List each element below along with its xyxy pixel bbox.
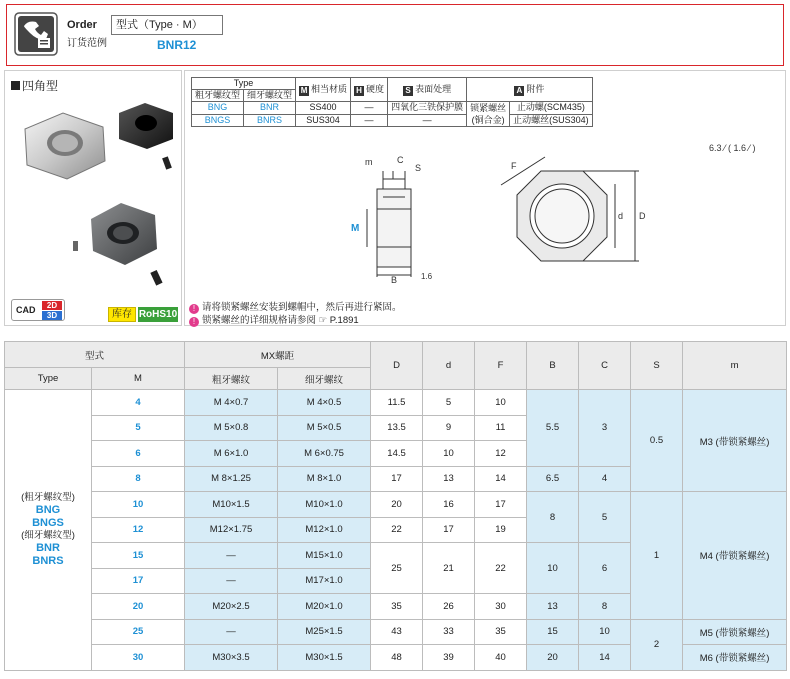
nut-photo-image bbox=[13, 99, 178, 319]
cell-coarse: M 8×1.25 bbox=[185, 466, 278, 492]
table-row bbox=[5, 390, 787, 416]
spec-material-header: M 相当材质 bbox=[296, 78, 351, 102]
warning-icon: ! bbox=[189, 317, 199, 327]
spec-surface: — bbox=[388, 114, 467, 127]
rohs-badge: RoHS10 bbox=[138, 309, 178, 320]
cell-fine: M25×1.5 bbox=[278, 619, 371, 645]
cad-3d-button[interactable]: 3D bbox=[42, 311, 62, 320]
cell-D: 11.5 bbox=[371, 390, 423, 416]
cell-fine: M10×1.0 bbox=[278, 492, 371, 518]
cell-m: M6 (带锁紧螺丝) bbox=[683, 645, 787, 671]
cell-d: 33 bbox=[423, 619, 475, 645]
cell-coarse: M30×3.5 bbox=[185, 645, 278, 671]
cell-fine: M30×1.5 bbox=[278, 645, 371, 671]
spec-hardness-header: H 硬度 bbox=[351, 78, 388, 102]
cell-d: 21 bbox=[423, 543, 475, 594]
cell-M[interactable]: 15 bbox=[92, 543, 185, 569]
spec-coarse-code: BNGS bbox=[192, 114, 244, 127]
spec-surface-header: S 表面处理 bbox=[388, 78, 467, 102]
cell-B: 10 bbox=[527, 543, 579, 594]
cell-coarse: M 4×0.7 bbox=[185, 390, 278, 416]
cell-fine: M 6×0.75 bbox=[278, 441, 371, 467]
spec-set-screw: 止动螺丝(SUS304) bbox=[510, 114, 593, 127]
spec-type-header: Type bbox=[192, 78, 296, 90]
col-C: C bbox=[579, 342, 631, 390]
spec-material: SS400 bbox=[296, 102, 351, 115]
col-d: d bbox=[423, 342, 475, 390]
stock-badge: 库存 bbox=[108, 307, 136, 322]
cell-d: 39 bbox=[423, 645, 475, 671]
spec-hardness: — bbox=[351, 114, 388, 127]
cell-B: 13 bbox=[527, 594, 579, 620]
cad-badge[interactable] bbox=[11, 299, 65, 321]
col-B: B bbox=[527, 342, 579, 390]
cell-F: 17 bbox=[475, 492, 527, 518]
cell-F: 11 bbox=[475, 415, 527, 441]
accessory-icon: A bbox=[514, 86, 524, 96]
cell-D: 13.5 bbox=[371, 415, 423, 441]
cell-D: 48 bbox=[371, 645, 423, 671]
cell-S: 2 bbox=[631, 619, 683, 670]
cell-coarse: — bbox=[185, 543, 278, 569]
roughness-1-6-label: 1.6 bbox=[421, 272, 433, 281]
order-example-box bbox=[6, 4, 784, 66]
dim-s-label: S bbox=[415, 163, 422, 173]
cell-M[interactable]: 4 bbox=[92, 390, 185, 416]
cell-coarse: M20×2.5 bbox=[185, 594, 278, 620]
cell-fine: M17×1.0 bbox=[278, 568, 371, 594]
type-cell: (粗牙螺纹型) BNG BNGS (细牙螺纹型) BNR BNRS bbox=[5, 390, 92, 671]
dim-F-label: F bbox=[511, 161, 517, 171]
material-icon: M bbox=[300, 85, 308, 95]
spec-panel bbox=[184, 70, 786, 326]
cell-C: 3 bbox=[579, 390, 631, 467]
cell-C: 4 bbox=[579, 466, 631, 492]
cell-S: 1 bbox=[631, 492, 683, 620]
col-mx-pitch: MX螺距 bbox=[185, 342, 371, 368]
cell-d: 10 bbox=[423, 441, 475, 467]
surface-roughness-symbol: 6.3 ⁄ ( 1.6 ⁄ ) bbox=[709, 143, 756, 153]
cell-fine: M 8×1.0 bbox=[278, 466, 371, 492]
cell-m: M5 (带锁紧螺丝) bbox=[683, 619, 787, 645]
spec-coarse-header: 粗牙螺纹型 bbox=[192, 90, 244, 102]
cell-coarse: — bbox=[185, 619, 278, 645]
cell-coarse: — bbox=[185, 568, 278, 594]
cell-F: 40 bbox=[475, 645, 527, 671]
cell-coarse: M 5×0.8 bbox=[185, 415, 278, 441]
order-type-label: 型式（Type · M） bbox=[111, 15, 223, 35]
cell-C: 14 bbox=[579, 645, 631, 671]
dim-B-label: B bbox=[391, 275, 398, 284]
cell-C: 5 bbox=[579, 492, 631, 543]
cell-d: 5 bbox=[423, 390, 475, 416]
col-type-en: Type bbox=[5, 368, 92, 390]
col-S: S bbox=[631, 342, 683, 390]
order-code: BNR12 bbox=[157, 38, 197, 52]
cell-d: 26 bbox=[423, 594, 475, 620]
cell-m: M3 (带锁紧螺丝) bbox=[683, 390, 787, 492]
cell-D: 43 bbox=[371, 619, 423, 645]
cell-d: 13 bbox=[423, 466, 475, 492]
col-coarse-thread: 粗牙螺纹 bbox=[185, 368, 278, 390]
table-row bbox=[5, 619, 787, 645]
cell-M[interactable]: 17 bbox=[92, 568, 185, 594]
note-1: ! 请将锁紧螺丝安装到螺帽中，然后再进行紧固。 bbox=[189, 299, 402, 314]
technical-drawing bbox=[335, 149, 675, 284]
cell-B: 5.5 bbox=[527, 390, 579, 467]
cell-coarse: M12×1.75 bbox=[185, 517, 278, 543]
cell-F: 19 bbox=[475, 517, 527, 543]
cell-fine: M 4×0.5 bbox=[278, 390, 371, 416]
dim-c-label: C bbox=[397, 155, 404, 165]
cell-B: 15 bbox=[527, 619, 579, 645]
square-bullet-icon bbox=[11, 81, 20, 90]
cell-B: 20 bbox=[527, 645, 579, 671]
cell-d: 16 bbox=[423, 492, 475, 518]
cell-C: 8 bbox=[579, 594, 631, 620]
product-title: 四角型 bbox=[11, 77, 58, 94]
cell-M[interactable]: 12 bbox=[92, 517, 185, 543]
cell-d: 17 bbox=[423, 517, 475, 543]
warning-icon: ! bbox=[189, 304, 199, 314]
cell-M[interactable]: 10 bbox=[92, 492, 185, 518]
cell-M[interactable]: 5 bbox=[92, 415, 185, 441]
cell-D: 17 bbox=[371, 466, 423, 492]
dim-m-label: m bbox=[365, 157, 373, 167]
cell-D: 25 bbox=[371, 543, 423, 594]
hardness-icon: H bbox=[354, 86, 364, 96]
cell-F: 30 bbox=[475, 594, 527, 620]
order-title: Order bbox=[67, 19, 97, 31]
cell-C: 6 bbox=[579, 543, 631, 594]
cell-D: 35 bbox=[371, 594, 423, 620]
col-fine-thread: 细牙螺纹 bbox=[278, 368, 371, 390]
dim-d-label: d bbox=[618, 211, 624, 221]
col-D: D bbox=[371, 342, 423, 390]
product-panel bbox=[4, 70, 182, 326]
cell-M[interactable]: 30 bbox=[92, 645, 185, 671]
cell-M[interactable]: 8 bbox=[92, 466, 185, 492]
order-phone-icon bbox=[14, 12, 58, 56]
spec-set-screw: 止动螺(SCM435) bbox=[510, 102, 593, 115]
cell-fine: M20×1.0 bbox=[278, 594, 371, 620]
order-subtitle: 订货范例 bbox=[67, 38, 107, 49]
cell-C: 10 bbox=[579, 619, 631, 645]
cell-m: M4 (带锁紧螺丝) bbox=[683, 492, 787, 620]
dim-M-label: M bbox=[351, 223, 360, 234]
cell-D: 20 bbox=[371, 492, 423, 518]
cell-fine: M 5×0.5 bbox=[278, 415, 371, 441]
cell-fine: M12×1.0 bbox=[278, 517, 371, 543]
cell-coarse: M10×1.5 bbox=[185, 492, 278, 518]
cell-B: 8 bbox=[527, 492, 579, 543]
surface-icon: S bbox=[403, 86, 413, 96]
cell-coarse: M 6×1.0 bbox=[185, 441, 278, 467]
cell-M[interactable]: 25 bbox=[92, 619, 185, 645]
cell-D: 22 bbox=[371, 517, 423, 543]
cell-F: 35 bbox=[475, 619, 527, 645]
cell-B: 6.5 bbox=[527, 466, 579, 492]
col-F: F bbox=[475, 342, 527, 390]
cad-2d-button[interactable]: 2D bbox=[42, 301, 62, 310]
col-M: M bbox=[92, 368, 185, 390]
spec-surface: 四氧化三铁保护膜 bbox=[388, 102, 467, 115]
cell-S: 0.5 bbox=[631, 390, 683, 492]
spec-table bbox=[191, 77, 593, 127]
spec-lock-screw: 锁紧螺丝 (铜合金) bbox=[467, 102, 510, 127]
spec-fine-code: BNRS bbox=[244, 114, 296, 127]
cell-D: 14.5 bbox=[371, 441, 423, 467]
cell-fine: M15×1.0 bbox=[278, 543, 371, 569]
spec-coarse-code: BNG bbox=[192, 102, 244, 115]
note-2[interactable]: ! 锁紧螺丝的详细规格请参阅 ☞ P.1891 bbox=[189, 312, 359, 327]
spec-fine-header: 细牙螺纹型 bbox=[244, 90, 296, 102]
cad-label: CAD bbox=[16, 305, 36, 315]
spec-fine-code: BNR bbox=[244, 102, 296, 115]
spec-material: SUS304 bbox=[296, 114, 351, 127]
cell-F: 14 bbox=[475, 466, 527, 492]
dim-D-label: D bbox=[639, 211, 646, 221]
table-row bbox=[5, 492, 787, 518]
cell-F: 22 bbox=[475, 543, 527, 594]
spec-accessory-header: A 附件 bbox=[467, 78, 593, 102]
dimension-table bbox=[4, 341, 787, 671]
spec-hardness: — bbox=[351, 102, 388, 115]
cell-d: 9 bbox=[423, 415, 475, 441]
cell-M[interactable]: 20 bbox=[92, 594, 185, 620]
cell-F: 10 bbox=[475, 390, 527, 416]
cell-M[interactable]: 6 bbox=[92, 441, 185, 467]
col-m: m bbox=[683, 342, 787, 390]
cell-F: 12 bbox=[475, 441, 527, 467]
col-type-cn: 型式 bbox=[5, 342, 185, 368]
